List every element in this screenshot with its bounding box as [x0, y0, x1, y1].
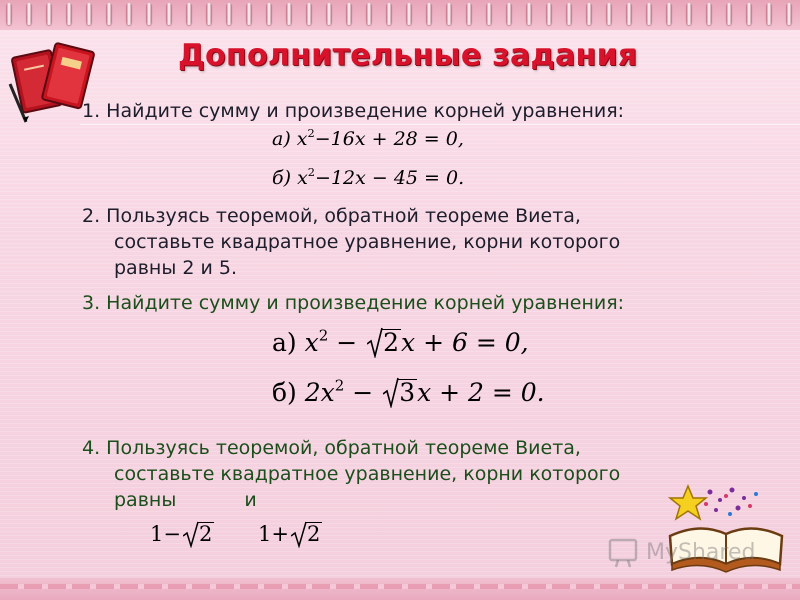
watermark-icon: [608, 536, 644, 568]
divider: [80, 124, 800, 125]
equation-3a: а) $x^2$ − 2x + 6 = 0,: [272, 326, 529, 357]
spiral-binding: [0, 0, 800, 30]
binding-ring: [286, 3, 292, 25]
binding-ring: [506, 3, 512, 25]
sqrt-symbol: 2: [367, 328, 401, 357]
binding-ring: [126, 3, 132, 25]
page-title: Дополнительные задания: [178, 38, 638, 73]
equation-1b: б) $x^2-12x - 45 = 0$.: [272, 165, 465, 189]
binding-ring: [666, 3, 672, 25]
task-2-line-2: составьте квадратное уравнение, корни которого: [114, 231, 621, 253]
sqrt-symbol: 2: [291, 522, 322, 546]
sqrt-symbol: 2: [183, 522, 214, 546]
binding-ring: [586, 3, 592, 25]
binding-ring: [746, 3, 752, 25]
binding-ring: [186, 3, 192, 25]
binding-ring: [786, 3, 792, 25]
task-4-line-1: 4. Пользуясь теоремой, обратной теореме Виета,: [82, 437, 581, 459]
binding-ring: [306, 3, 312, 25]
task-4: [82, 435, 620, 513]
binding-ring: [406, 3, 412, 25]
binding-ring: [106, 3, 112, 25]
binding-ring: [466, 3, 472, 25]
binding-ring: [46, 3, 52, 25]
watermark-text: MyShared: [646, 540, 756, 565]
binding-ring: [326, 3, 332, 25]
binding-ring: [766, 3, 772, 25]
binding-ring: [26, 3, 32, 25]
binding-ring: [226, 3, 232, 25]
binding-ring: [6, 3, 12, 25]
binding-ring: [486, 3, 492, 25]
root-2: 1+ 2: [258, 522, 321, 546]
task-4-line-2: составьте квадратное уравнение, корни которого: [114, 463, 621, 485]
binding-ring: [546, 3, 552, 25]
binding-ring: [386, 3, 392, 25]
binding-ring: [266, 3, 272, 25]
binding-ring: [86, 3, 92, 25]
binding-ring: [606, 3, 612, 25]
task-1: 1. Найдите сумму и произведение корней уравнения:: [82, 100, 625, 122]
binding-ring: [726, 3, 732, 25]
binding-ring: [526, 3, 532, 25]
binding-ring: [686, 3, 692, 25]
binding-ring: [66, 3, 72, 25]
binding-ring: [706, 3, 712, 25]
bottom-strip: [0, 578, 800, 600]
binding-ring: [446, 3, 452, 25]
equation-1a: а) $x^2-16x + 28 = 0$,: [272, 126, 464, 150]
binding-ring: [566, 3, 572, 25]
binding-ring: [166, 3, 172, 25]
binding-ring: [646, 3, 652, 25]
task-2-line-3: равны 2 и 5.: [114, 257, 238, 279]
task-2-line-1: 2. Пользуясь теоремой, обратной теореме Виета,: [82, 205, 581, 227]
equation-3b: б) $2x^2$ − 3x + 2 = 0.: [272, 376, 545, 407]
task-2: [82, 203, 620, 281]
binding-ring: [246, 3, 252, 25]
binding-ring: [206, 3, 212, 25]
binding-ring: [626, 3, 632, 25]
sqrt-symbol: 3: [383, 378, 417, 407]
binding-ring: [146, 3, 152, 25]
binding-ring: [346, 3, 352, 25]
task-3: 3. Найдите сумму и произведение корней уравнения:: [82, 292, 625, 314]
root-1: 1− 2: [150, 522, 213, 546]
binding-ring: [426, 3, 432, 25]
binding-ring: [366, 3, 372, 25]
task-4-line-3: равны и: [114, 489, 257, 511]
